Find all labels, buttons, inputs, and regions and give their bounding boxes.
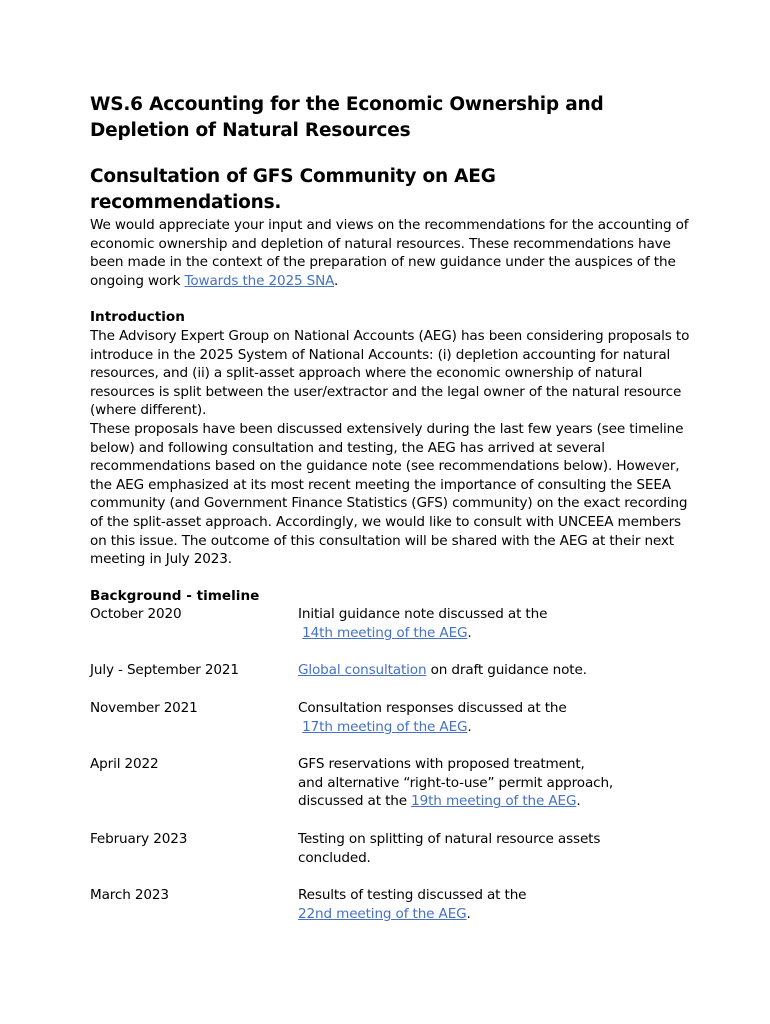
timeline-date: October 2020	[90, 606, 182, 623]
timeline-text: GFS reservations with proposed treatment,	[298, 756, 585, 773]
intro-paragraph	[90, 216, 690, 290]
timeline-text-end: .	[466, 905, 471, 922]
timeline-link-line	[298, 905, 690, 924]
introduction-paragraph-1: The Advisory Expert Group on National Accounts (AEG) has been considering proposals to introduce in the 2025 System of National Accounts: (i) depletion accounting for natural resources, and (ii) a split-asset approach where the economic ownership of natural resources is split between the user/extractor and the legal owner of the natural resource (where different).	[90, 327, 690, 419]
timeline-text: Testing on splitting of natural resource assets	[298, 831, 601, 848]
global-consultation-link[interactable]: Global consultation	[298, 662, 427, 679]
timeline-description	[298, 605, 690, 642]
timeline-description	[298, 886, 690, 923]
timeline-row	[90, 605, 690, 642]
timeline-date: February 2023	[90, 831, 188, 848]
introduction-paragraph-2: These proposals have been discussed extensively during the last few years (see timeline below) and following consultation and testing, the AEG has arrived at several recommendations based on the guidance note (see recommendations below). However, the AEG emphasized at its most recent meeting the importance of consulting the SEEA community (and Government Finance Statistics (GFS) community) on the exact recording of the split-asset approach. Accordingly, we would like to consult with UNCEEA members on this issue. The outcome of this consultation will be shared with the AEG at their next meeting in July 2023.	[90, 420, 688, 568]
timeline-date: April 2022	[90, 756, 159, 773]
timeline-description	[298, 830, 690, 867]
timeline-text-end: .	[576, 793, 581, 810]
aeg-22nd-meeting-link[interactable]: 22nd meeting of the AEG	[298, 905, 467, 922]
document-title: WS.6 Accounting for the Economic Ownership and Depletion of Natural Resources	[90, 94, 604, 141]
timeline-link-line	[298, 718, 690, 737]
timeline-text-end: .	[467, 624, 472, 641]
towards-2025-sna-link[interactable]: Towards the 2025 SNA	[184, 272, 335, 289]
timeline-text: discussed at the	[298, 793, 412, 810]
timeline-text: Results of testing discussed at the	[298, 887, 527, 904]
timeline-row	[90, 661, 690, 680]
timeline-date: November 2021	[90, 700, 198, 717]
timeline-text: on draft guidance note.	[426, 662, 587, 679]
timeline	[90, 605, 690, 923]
timeline-row	[90, 699, 690, 736]
background-heading: Background - timeline	[90, 587, 260, 604]
timeline-date: July - September 2021	[90, 662, 239, 679]
aeg-17th-meeting-link[interactable]: 17th meeting of the AEG	[302, 718, 468, 735]
timeline-text: and alternative “right-to-use” permit approach,	[298, 774, 614, 791]
timeline-text: Consultation responses discussed at the	[298, 700, 567, 717]
aeg-19th-meeting-link[interactable]: 19th meeting of the AEG	[411, 793, 577, 810]
introduction-heading: Introduction	[90, 309, 185, 326]
timeline-row	[90, 755, 690, 811]
intro-text: We would appreciate your input and views on the recommendations for the accounting of economic ownership and depletion of natural resources. These recommendations have been made in the context of the preparation of new guidance under the auspices of the ongoing work	[90, 217, 689, 289]
consultation-heading: Consultation of GFS Community on AEG recommendations.	[90, 166, 496, 213]
document-page	[90, 92, 690, 923]
timeline-text-end: .	[467, 718, 472, 735]
timeline-row	[90, 830, 690, 867]
timeline-link-line	[298, 792, 690, 811]
aeg-14th-meeting-link[interactable]: 14th meeting of the AEG	[302, 624, 468, 641]
timeline-text: Initial guidance note discussed at the	[298, 606, 548, 623]
timeline-text: concluded.	[298, 849, 371, 866]
timeline-description	[298, 755, 690, 811]
timeline-link-line	[298, 624, 690, 643]
timeline-row	[90, 886, 690, 923]
timeline-description	[298, 699, 690, 736]
timeline-date: March 2023	[90, 887, 169, 904]
intro-text-end: .	[334, 272, 339, 289]
timeline-description	[298, 661, 690, 680]
